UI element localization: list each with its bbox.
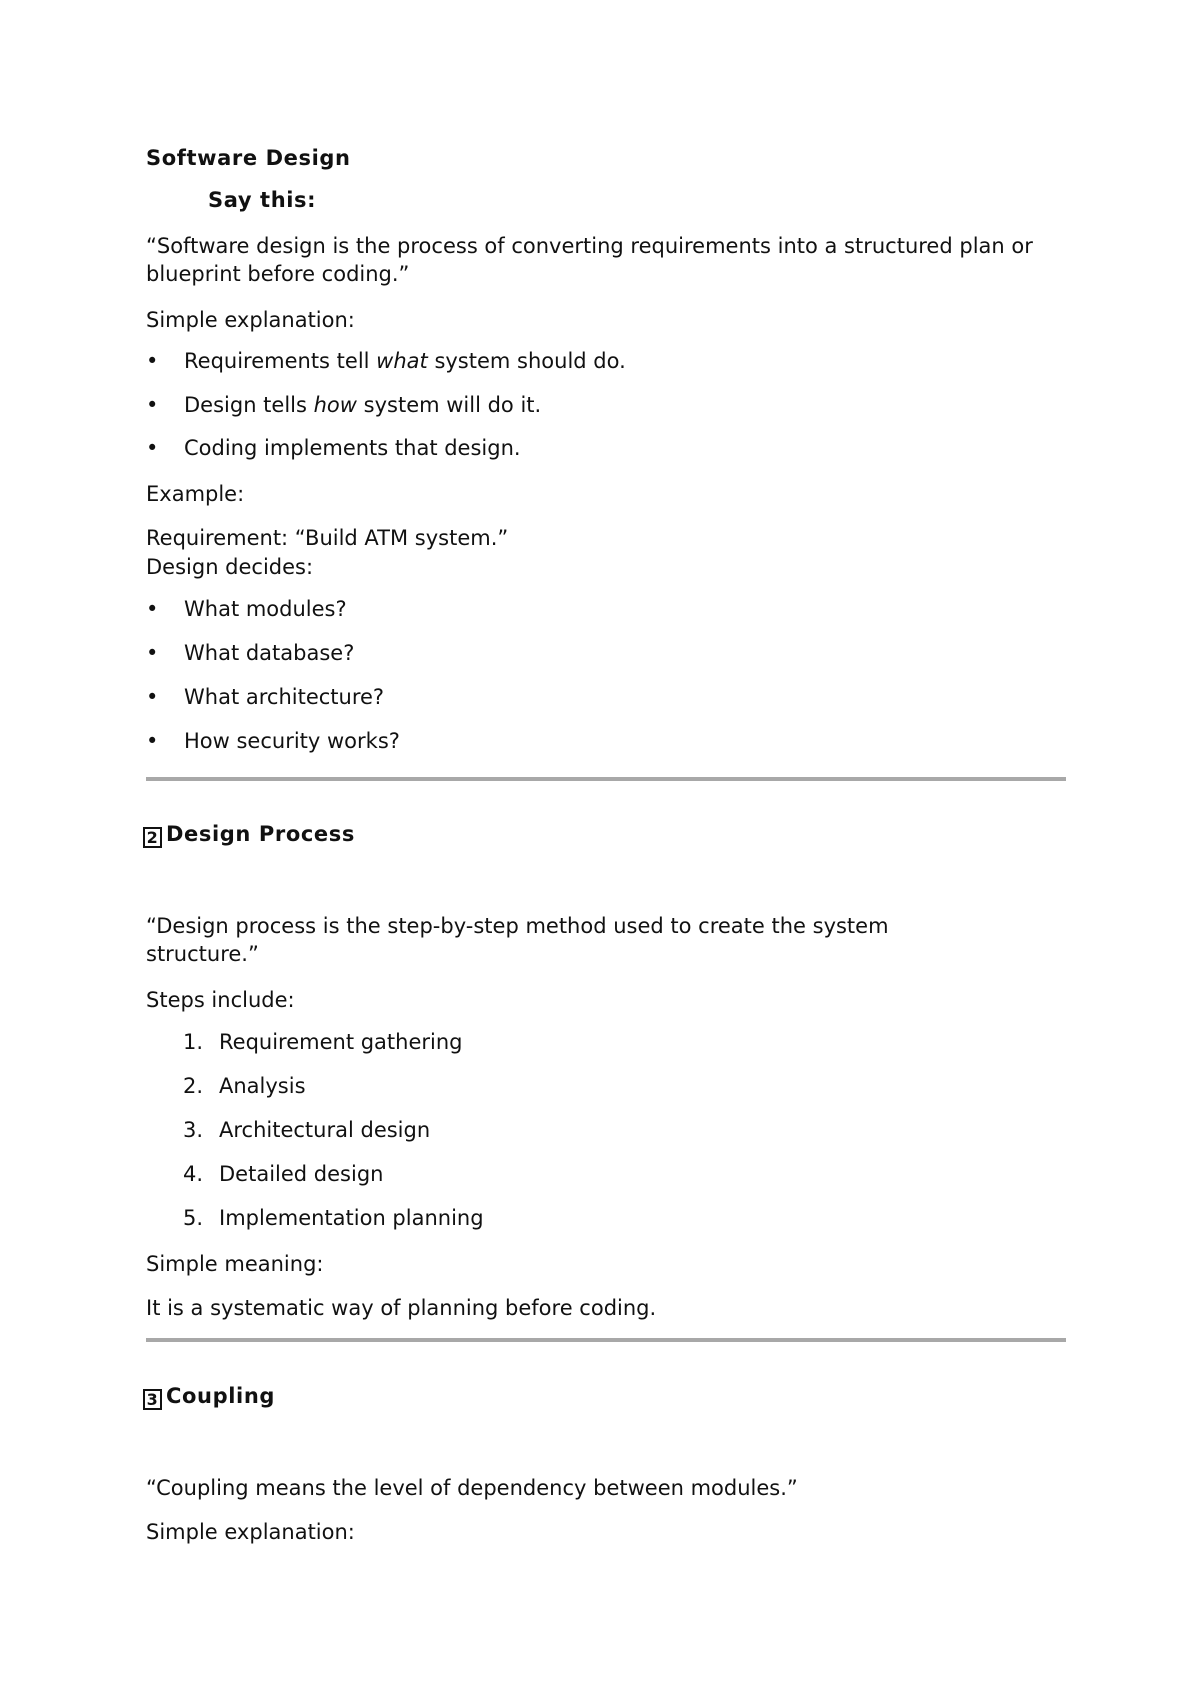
bullet-icon: • <box>146 393 159 417</box>
horizontal-rule <box>146 1338 1066 1342</box>
list-item <box>146 436 521 460</box>
bullet-text: What modules? <box>184 597 347 621</box>
list-item <box>183 1074 306 1098</box>
bullet-icon: • <box>146 436 159 460</box>
list-item <box>146 349 626 373</box>
bullet-text: What architecture? <box>184 685 385 709</box>
step-text: Implementation planning <box>219 1206 484 1230</box>
simple-meaning-text: It is a systematic way of planning before coding. <box>146 1296 657 1320</box>
list-number: 3. <box>183 1118 204 1142</box>
bullet-emphasis: how <box>313 393 357 417</box>
bullet-text: Design tells <box>184 393 314 417</box>
list-item <box>183 1030 463 1054</box>
bullet-text: How security works? <box>184 729 400 753</box>
number-badge-icon: 2 <box>143 827 162 848</box>
number-badge-icon: 3 <box>143 1389 162 1410</box>
simple-explanation-label: Simple explanation: <box>146 308 355 332</box>
bullet-text: Requirements tell <box>184 349 377 373</box>
bullet-text: Coding implements that design. <box>184 436 521 460</box>
list-number: 1. <box>183 1030 204 1054</box>
list-item <box>183 1118 430 1142</box>
say-this-label: Say this: <box>208 188 317 212</box>
software-design-definition: “Software design is the process of converting requirements into a structured plan or blueprint before coding.” <box>146 234 1033 286</box>
list-item <box>146 597 347 621</box>
step-text: Detailed design <box>219 1162 384 1186</box>
horizontal-rule <box>146 777 1066 781</box>
section-title-text: Coupling <box>166 1384 276 1408</box>
design-decides-label: Design decides: <box>146 555 314 579</box>
coupling-definition: “Coupling means the level of dependency between modules.” <box>146 1476 798 1500</box>
list-number: 4. <box>183 1162 204 1186</box>
list-number: 2. <box>183 1074 204 1098</box>
simple-explanation-label: Simple explanation: <box>146 1520 355 1544</box>
bullet-icon: • <box>146 729 159 753</box>
bullet-icon: • <box>146 685 159 709</box>
list-item <box>183 1206 484 1230</box>
example-label: Example: <box>146 482 245 506</box>
section-title-software-design: Software Design <box>146 146 351 170</box>
section-title-design-process <box>143 822 355 848</box>
bullet-text: What database? <box>184 641 355 665</box>
step-text: Architectural design <box>219 1118 431 1142</box>
bullet-icon: • <box>146 349 159 373</box>
list-item <box>146 729 400 753</box>
list-item <box>146 685 385 709</box>
step-text: Analysis <box>219 1074 306 1098</box>
design-process-definition: “Design process is the step-by-step method used to create the system structure.” <box>146 914 889 966</box>
steps-include-label: Steps include: <box>146 988 295 1012</box>
list-item <box>146 393 542 417</box>
simple-meaning-label: Simple meaning: <box>146 1252 324 1276</box>
bullet-emphasis: what <box>376 349 428 373</box>
step-text: Requirement gathering <box>219 1030 463 1054</box>
requirement-line: Requirement: “Build ATM system.” <box>146 526 509 550</box>
section-title-text: Design Process <box>166 822 355 846</box>
bullet-icon: • <box>146 597 159 621</box>
section-title-coupling <box>143 1384 275 1410</box>
list-item <box>146 641 355 665</box>
bullet-text: system will do it. <box>356 393 542 417</box>
bullet-icon: • <box>146 641 159 665</box>
list-number: 5. <box>183 1206 204 1230</box>
bullet-text: system should do. <box>427 349 626 373</box>
list-item <box>183 1162 383 1186</box>
